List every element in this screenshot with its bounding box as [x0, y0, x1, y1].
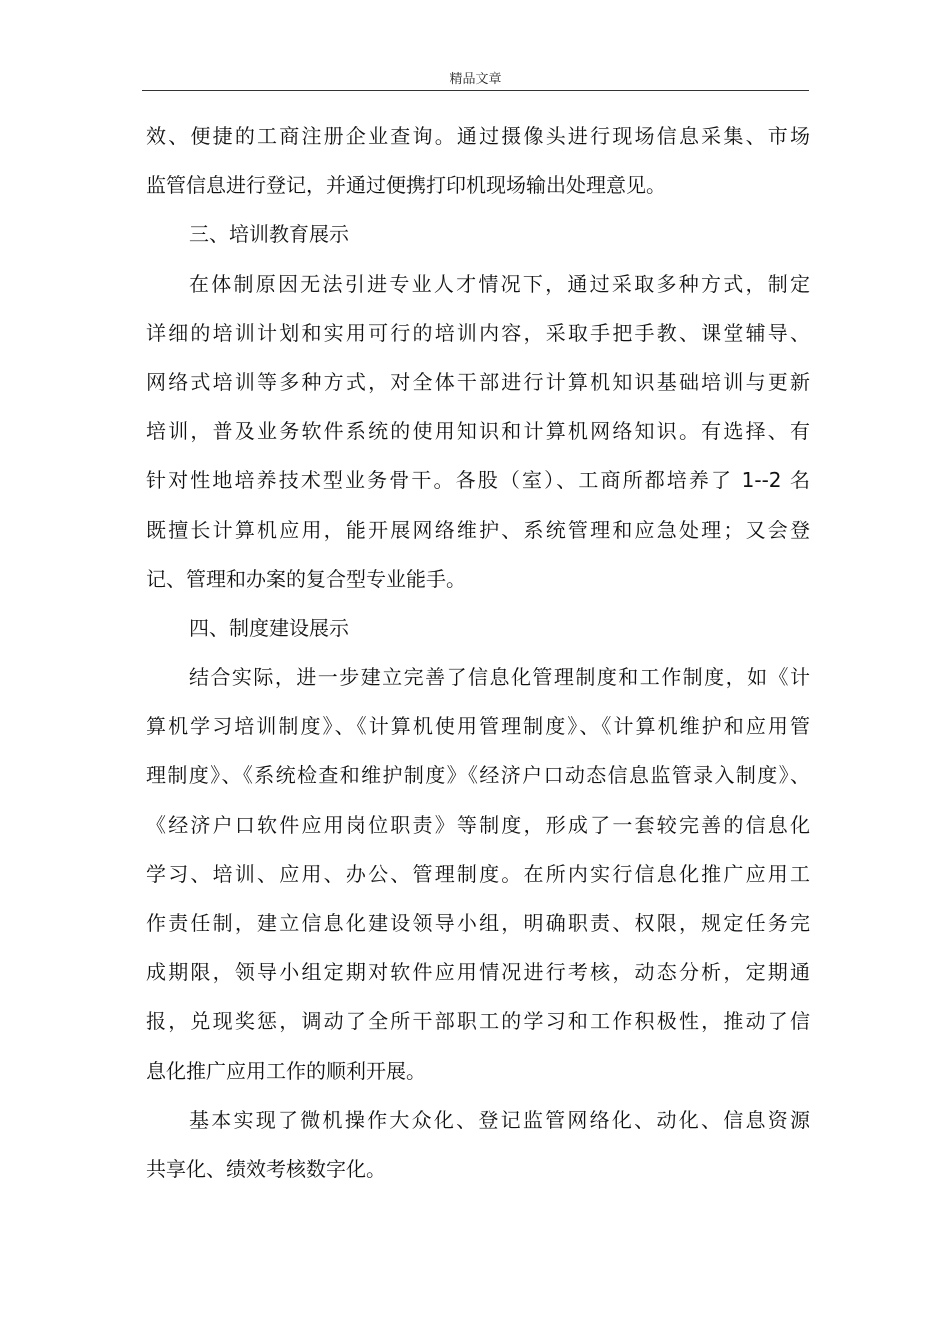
body-line: 共享化、绩效考核数字化。 [146, 1156, 386, 1181]
body-line: 针对性地培养技术型业务骨干。各股（室）、工商所都培养了 1--2 名 [146, 468, 810, 493]
body-line: 学习、培训、应用、办公、管理制度。在所内实行信息化推广应用工 [146, 861, 810, 886]
body-line: 效、便捷的工商注册企业查询。通过摄像头进行现场信息采集、市场 [146, 124, 810, 148]
body-line: 网络式培训等多种方式，对全体干部进行计算机知识基础培训与更新 [146, 369, 810, 394]
page-header-title: 精品文章 [449, 72, 502, 87]
body-line: 《经济户口软件应用岗位职责》等制度，形成了一套较完善的信息化 [146, 812, 810, 837]
document-body [146, 116, 810, 1198]
body-line: 报，兑现奖惩，调动了全所干部职工的学习和工作积极性，推动了信 [146, 1009, 810, 1034]
header-divider [142, 90, 809, 91]
body-line: 结合实际，进一步建立完善了信息化管理制度和工作制度，如《计 [189, 665, 810, 690]
body-line: 记、管理和办案的复合型专业能手。 [146, 566, 466, 591]
section-heading-training: 三、培训教育展示 [189, 222, 349, 247]
body-line: 详细的培训计划和实用可行的培训内容，采取手把手教、课堂辅导、 [146, 320, 810, 345]
body-line: 算机学习培训制度》、《计算机使用管理制度》、《计算机维护和应用管 [146, 714, 810, 739]
body-line: 息化推广应用工作的顺利开展。 [146, 1058, 426, 1083]
body-line: 培训，普及业务软件系统的使用知识和计算机网络知识。有选择、有 [146, 419, 810, 444]
body-line: 既擅长计算机应用，能开展网络维护、系统管理和应急处理；又会登 [146, 517, 810, 542]
body-line: 理制度》、《系统检查和维护制度》《经济户口动态信息监管录入制度》、 [146, 763, 810, 788]
section-heading-system: 四、制度建设展示 [189, 615, 349, 640]
body-line: 在体制原因无法引进专业人才情况下，通过采取多种方式，制定 [189, 271, 810, 296]
body-line: 基本实现了微机操作大众化、登记监管网络化、动化、信息资源 [189, 1107, 810, 1132]
body-line: 作责任制，建立信息化建设领导小组，明确职责、权限，规定任务完 [146, 911, 810, 935]
body-line: 成期限，领导小组定期对软件应用情况进行考核，动态分析，定期通 [146, 960, 810, 985]
body-line: 监管信息进行登记，并通过便携打印机现场输出处理意见。 [146, 173, 666, 198]
